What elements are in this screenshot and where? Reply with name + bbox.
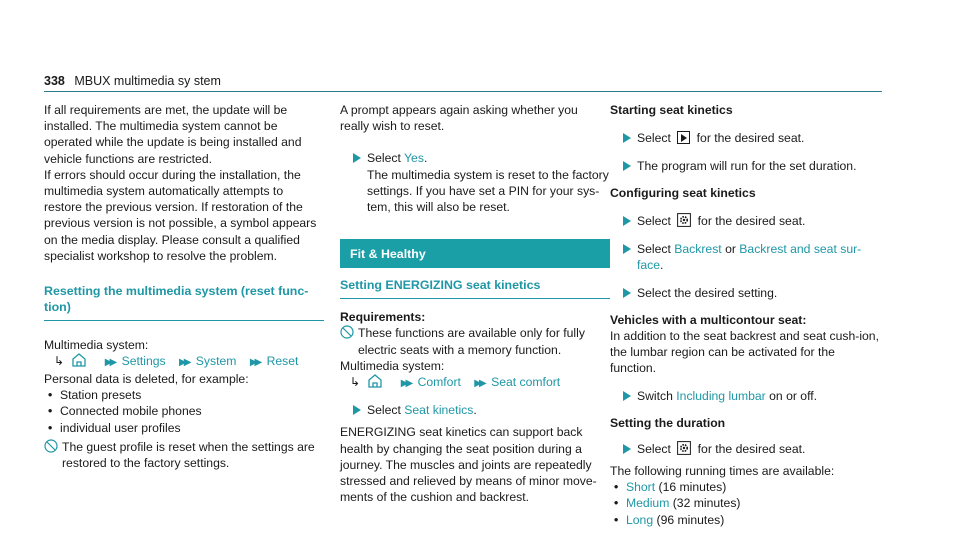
reset-nav-path — [44, 353, 324, 371]
info-icon — [44, 439, 58, 453]
header-divider — [44, 91, 882, 92]
step-text: The program will run for the set duration. — [637, 159, 857, 174]
step-text: . — [423, 151, 428, 166]
info-icon — [340, 325, 354, 339]
return-arrow-icon: ↳ — [54, 353, 65, 368]
personal-data-paragraph: Personal data is deleted, for example: — [44, 372, 249, 387]
step-text: Select — [637, 213, 671, 228]
nav-comfort-link[interactable]: Comfort — [417, 375, 461, 390]
step-text: for the desired seat. — [696, 131, 805, 146]
reset-section-heading — [44, 284, 324, 321]
note-text: The guest profile is reset when the settings are restored to the factory settings. — [62, 439, 315, 471]
step-select-play — [610, 130, 884, 146]
multimedia-system-label: Multimedia system: — [44, 337, 149, 352]
step-arrow-icon — [623, 216, 631, 226]
list-item-text: Connected mobile phones — [60, 404, 202, 419]
step-text: Select — [637, 441, 671, 456]
bullet-icon: • — [614, 512, 619, 527]
column-left — [44, 102, 324, 471]
step-select-backrest — [610, 241, 884, 273]
section-divider — [44, 320, 324, 321]
list-item-text: (32 minutes) — [672, 496, 741, 511]
page-number: 338 — [44, 74, 65, 88]
update-intro-paragraph: If all requirements are met, the update will be installed. The multimedia system cannot be operated while the update is being installed and vehicle functions are restricted. — [44, 103, 302, 166]
seat-comfort-nav-path — [340, 374, 610, 392]
including-lumbar-toggle[interactable]: Including lumbar — [676, 389, 766, 404]
nav-reset-link[interactable]: Reset — [266, 353, 299, 368]
multicontour-seat-title: Vehicles with a multicontour seat: — [610, 312, 807, 327]
list-item — [44, 387, 324, 403]
multimedia-system-label: Multimedia system: — [340, 358, 445, 373]
step-text: or — [721, 242, 740, 257]
multicontour-seat-text: In addition to the seat backrest and seat cush-ion, the lumbar region can be activated for the function. — [610, 328, 879, 376]
column-right — [610, 102, 884, 528]
step-text: Select the desired setting. — [637, 286, 778, 301]
step-arrow-icon — [623, 161, 631, 171]
fit-healthy-banner: Fit & Healthy — [340, 239, 610, 268]
setting-duration-title: Setting the duration — [610, 415, 726, 430]
step-text: . — [473, 403, 477, 418]
chevron-right-icon: ▶▶ — [400, 378, 411, 390]
long-option-link[interactable]: Long — [626, 512, 654, 527]
section-divider — [340, 298, 610, 299]
column-middle — [340, 102, 610, 505]
bullet-icon: • — [48, 388, 53, 403]
step-select-yes — [340, 150, 610, 215]
list-item — [44, 420, 324, 436]
list-item-text: (96 minutes) — [656, 512, 725, 527]
configuring-seat-kinetics-title: Configuring seat kinetics — [610, 185, 756, 200]
step-text: Switch — [637, 389, 677, 404]
step-select-settings-duration — [610, 441, 884, 457]
home-icon — [367, 374, 383, 388]
yes-option-link[interactable]: Yes — [404, 151, 424, 166]
list-item-text: Station presets — [60, 388, 142, 403]
step-arrow-icon — [623, 133, 631, 143]
requirements-label: Requirements: — [340, 310, 426, 325]
step-text: . — [660, 258, 664, 273]
list-item — [44, 403, 324, 419]
chevron-right-icon: ▶▶ — [474, 378, 484, 390]
step-description: The multimedia system is reset to the factory settings. If you have set a PIN for your sys-tem, this will also be reset. — [367, 167, 609, 215]
step-select-setting — [610, 285, 884, 301]
page-header-title: MBUX multimedia sy stem — [74, 74, 221, 88]
nav-system-link[interactable]: System — [195, 353, 237, 368]
step-arrow-icon — [623, 444, 631, 454]
starting-seat-kinetics-title: Starting seat kinetics — [610, 103, 733, 117]
reset-section-title-line2: tion) — [44, 299, 71, 314]
step-text: Select — [367, 403, 405, 418]
list-item-text: individual user profiles — [60, 420, 181, 435]
step-select-seat-kinetics — [340, 402, 610, 418]
running-times-paragraph: The following running times are available: — [610, 464, 835, 479]
step-text: Select — [637, 242, 675, 257]
bullet-icon: • — [48, 404, 53, 419]
step-program-runs — [610, 158, 884, 174]
backrest-seat-surface-option-link[interactable]: Backrest and seat sur-face — [637, 242, 862, 273]
step-text: for the desired seat. — [697, 441, 806, 456]
backrest-option-link[interactable]: Backrest — [674, 242, 722, 257]
update-errors-paragraph: If errors should occur during the installation, the multimedia system automatically attempts to restore the previous version. If restoration of the previous version is not possible, a symbol appears on the media display. Please consult a qualified specialist workshop to resolve the problem. — [44, 167, 317, 263]
reset-section-title-line1: Resetting the multimedia system (reset func- — [44, 284, 309, 299]
note-text: These functions are available only for fully electric seats with a memory function. — [358, 326, 585, 357]
bullet-icon: • — [614, 480, 619, 495]
gear-icon[interactable] — [677, 213, 691, 227]
reset-prompt-paragraph: A prompt appears again asking whether you really wish to reset. — [340, 103, 578, 134]
bullet-icon: • — [48, 420, 53, 435]
return-arrow-icon: ↳ — [350, 375, 361, 390]
step-text: Select — [367, 151, 405, 166]
medium-option-link[interactable]: Medium — [626, 496, 670, 511]
seat-kinetics-link[interactable]: Seat kinetics — [404, 403, 474, 418]
nav-settings-link[interactable]: Settings — [121, 353, 166, 368]
bullet-icon: • — [614, 496, 619, 511]
step-text: for the desired seat. — [697, 213, 806, 228]
nav-seat-comfort-link[interactable]: Seat comfort — [491, 375, 561, 390]
gear-icon[interactable] — [677, 441, 691, 455]
step-select-settings — [610, 213, 884, 229]
step-arrow-icon — [353, 405, 361, 415]
step-text: Select — [637, 131, 671, 146]
step-switch-lumbar — [610, 388, 884, 404]
short-option-link[interactable]: Short — [626, 480, 656, 495]
page-header — [44, 73, 221, 89]
step-text: on or off. — [765, 389, 818, 404]
step-arrow-icon — [623, 244, 631, 254]
guest-profile-note — [44, 439, 324, 471]
step-arrow-icon — [623, 288, 631, 298]
list-item — [610, 512, 884, 528]
energizing-description: ENERGIZING seat kinetics can support back health by changing the seat position during a journey. The muscles and joints are repeatedly stressed and relieved by means of minor move-ments of the cushion and backrest. — [340, 425, 597, 505]
list-item — [610, 495, 884, 511]
requirements-note — [340, 325, 610, 357]
list-item-text: (16 minutes) — [658, 480, 727, 495]
list-item — [610, 479, 884, 495]
step-arrow-icon — [623, 391, 631, 401]
energizing-section-title: Setting ENERGIZING seat kinetics — [340, 278, 541, 293]
play-icon[interactable] — [677, 131, 690, 144]
chevron-right-icon: ▶▶ — [179, 356, 189, 368]
home-icon — [71, 353, 87, 367]
chevron-right-icon: ▶▶ — [249, 356, 260, 368]
step-arrow-icon — [353, 153, 361, 163]
chevron-right-icon: ▶▶ — [104, 356, 115, 368]
